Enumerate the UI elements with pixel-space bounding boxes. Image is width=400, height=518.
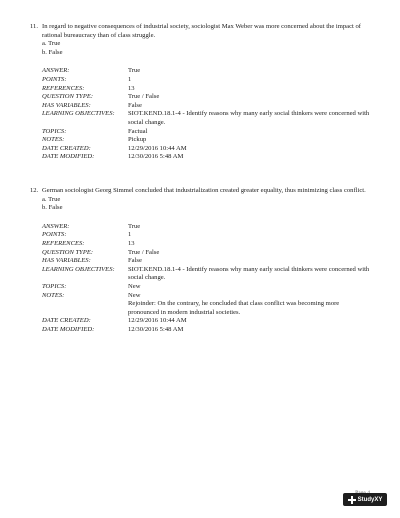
meta-value: 1 (128, 75, 132, 83)
meta-value: True (128, 222, 141, 230)
meta-row-date-created (42, 145, 370, 154)
option-a: a. True (42, 40, 61, 48)
meta-value: Pickup (128, 136, 147, 144)
meta-value: SIOT.KEND.18.1-4 - Identify reasons why many early social thinkers were concerned with social change. (128, 110, 370, 126)
meta-key: DATE CREATED: (42, 144, 91, 152)
meta-key: POINTS: (42, 75, 67, 83)
meta-key: DATE CREATED: (42, 317, 91, 325)
meta-key: REFERENCES: (42, 84, 85, 92)
meta-value: False (128, 101, 142, 109)
meta-row-date-modified (42, 326, 370, 335)
meta-key: NOTES: (42, 136, 65, 144)
question-text-row (30, 187, 370, 196)
meta-key: LEARNING OBJECTIVES: (42, 265, 115, 273)
question-block (30, 23, 370, 162)
meta-row-question-type (42, 249, 370, 258)
meta-row-has-variables (42, 102, 370, 111)
question-text: In regard to negative consequences of industrial society, sociologist Max Weber was more concerned about the impact of rational bureaucracy than of class struggle. (42, 23, 361, 39)
meta-value: False (128, 257, 142, 265)
meta-key: ANSWER: (42, 222, 70, 230)
meta-key: DATE MODIFIED: (42, 153, 95, 161)
meta-key: HAS VARIABLES: (42, 257, 91, 265)
meta-row-question-type (42, 93, 370, 102)
question-number: 12. (30, 187, 39, 194)
meta-row-references (42, 240, 370, 249)
meta-row-answer (42, 223, 370, 232)
meta-key: QUESTION TYPE: (42, 93, 94, 101)
meta-key: REFERENCES: (42, 239, 85, 247)
option-b: b. False (42, 204, 63, 212)
meta-value: 13 (128, 239, 135, 247)
meta-key: NOTES: (42, 291, 65, 299)
meta-value: 12/30/2016 5:48 AM (128, 325, 184, 333)
meta-value: 1 (128, 231, 132, 239)
meta-value: Factual (128, 127, 148, 135)
meta-key: DATE MODIFIED: (42, 325, 95, 333)
meta-value: 12/29/2016 10:44 AM (128, 317, 187, 325)
meta-key: ANSWER: (42, 67, 70, 75)
meta-row-points (42, 76, 370, 85)
meta-row-date-created (42, 317, 370, 326)
meta-key: QUESTION TYPE: (42, 248, 94, 256)
studyxy-badge[interactable] (343, 493, 387, 506)
option-b: b. False (42, 48, 63, 56)
question-text: German sociologist Georg Simmel concluded that industrialization created greater equality, thus minimizing class conflict. (42, 187, 366, 194)
meta-key: TOPICS: (42, 282, 67, 290)
meta-key: TOPICS: (42, 127, 67, 135)
meta-row-references (42, 85, 370, 94)
meta-value: New (128, 282, 141, 290)
meta-row-learning-objectives (42, 266, 370, 283)
question-number: 11. (30, 23, 38, 30)
meta-value: True / False (128, 248, 160, 256)
plus-icon (348, 496, 356, 504)
meta-value: New Rejoinder: On the contrary, he concluded that class conflict was becoming more pronounced in modern industrial societies. (128, 291, 340, 316)
answer-metadata (30, 67, 370, 162)
option-a: a. True (42, 195, 61, 203)
meta-key: POINTS: (42, 231, 67, 239)
brand-label: StudyXY (357, 496, 383, 503)
meta-value: True / False (128, 93, 160, 101)
answer-metadata (30, 223, 370, 335)
meta-row-points (42, 231, 370, 240)
meta-row-answer (42, 67, 370, 76)
meta-value: 12/29/2016 10:44 AM (128, 144, 187, 152)
meta-row-date-modified (42, 153, 370, 162)
meta-value: 13 (128, 84, 135, 92)
meta-key: LEARNING OBJECTIVES: (42, 110, 115, 118)
meta-value: SIOT.KEND.18.1-4 - Identify reasons why many early social thinkers were concerned with social change. (128, 265, 370, 282)
question-text-row (30, 23, 370, 40)
meta-row-notes (42, 292, 370, 318)
meta-key: HAS VARIABLES: (42, 101, 91, 109)
meta-value: True (128, 67, 141, 75)
meta-value: 12/30/2016 5:48 AM (128, 153, 184, 161)
meta-row-topics (42, 128, 370, 137)
meta-row-has-variables (42, 257, 370, 266)
meta-row-topics (42, 283, 370, 292)
meta-row-learning-objectives (42, 110, 370, 127)
meta-row-notes (42, 136, 370, 145)
question-block (30, 187, 370, 335)
